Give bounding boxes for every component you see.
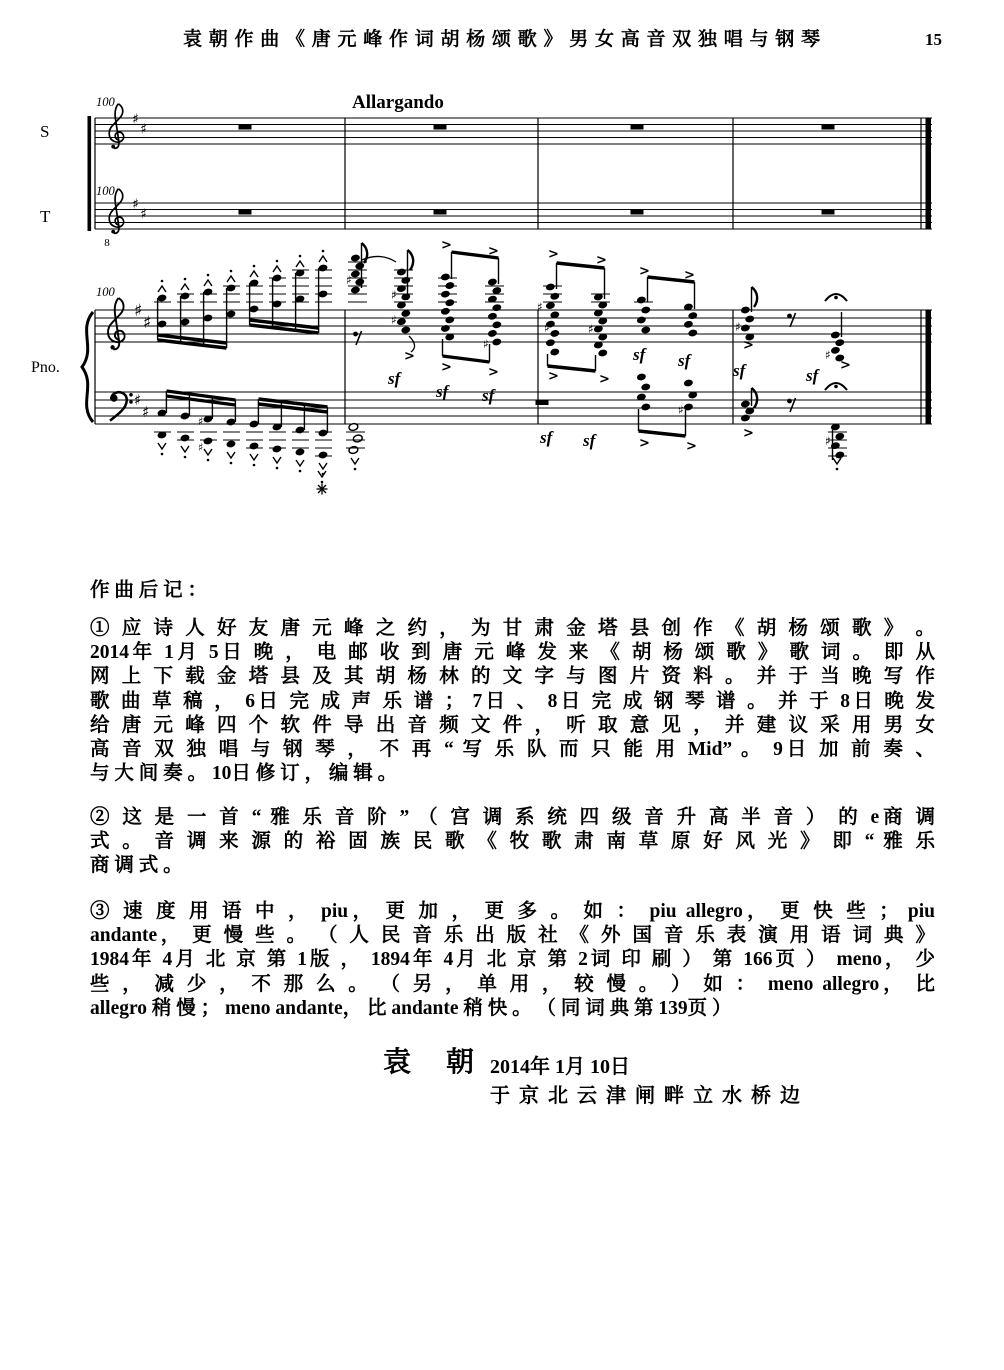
svg-text:♯: ♯ [391, 288, 397, 302]
text-line: ③ 速 度 用 语 中 ， piu， 更 加 ， 更 多 。 如 ： piu allegro， 更 快 些 ； piu [90, 901, 935, 922]
text-line: ② 这 是 一 首 “ 雅 乐 音 阶 ” （ 宫 调 系 统 四 级 音 升 高 半 音 ） 的 e商 调 [90, 807, 935, 828]
svg-text:♯: ♯ [134, 391, 142, 409]
svg-text:>: > [488, 244, 499, 259]
text-line: 式 。 音 调 来 源 的 裕 固 族 民 歌 《 牧 歌 肃 南 草 原 好 风 光 》 即 “ 雅 乐 [90, 831, 935, 853]
svg-text:sf: sf [482, 386, 495, 405]
text-line: 歌 曲 草 稿 ， 6日 完 成 声 乐 谱 ； 7日 、 8日 完 成 钢 琴 谱 。 并 于 8日 晚 发 [90, 690, 935, 712]
postscript-paragraph-2 [90, 806, 935, 879]
tempo-marking: Allargando [352, 92, 444, 113]
staff-label-soprano: S [40, 122, 50, 141]
treble-clef-icon [109, 104, 123, 149]
svg-text:♯: ♯ [588, 322, 594, 336]
text-line: 与 大 间 奏 。 10日 修 订 ， 编 辑 。 [90, 763, 398, 785]
svg-text:>: > [488, 365, 499, 380]
svg-text:♯: ♯ [140, 206, 147, 223]
svg-text:>: > [441, 360, 452, 375]
svg-text:>: > [441, 238, 452, 253]
svg-text:♯: ♯ [735, 320, 741, 334]
composer-signature: 袁 朝 [383, 1047, 489, 1078]
text-line: 给 唐 元 峰 四 个 软 件 导 出 音 频 文 件 ， 听 取 意 见 ， 并 建 议 采 用 男 女 [90, 714, 935, 736]
svg-text:♯: ♯ [198, 441, 204, 454]
svg-text:♯: ♯ [132, 196, 139, 213]
svg-text:♯: ♯ [391, 313, 397, 327]
page-title: 袁 朝 作 曲 《 唐 元 峰 作 词 胡 杨 颂 歌 》 男 女 高 音 双 独 唱 与 钢 琴 [182, 29, 821, 50]
staff-label-piano: Pno. [31, 359, 60, 376]
svg-text:♯: ♯ [544, 321, 550, 335]
text-line: 高 音 双 独 唱 与 钢 琴 ， 不 再 “ 写 乐 队 而 只 能 用 Mid” 。 9日 加 前 奏 、 [90, 738, 935, 760]
svg-text:♯: ♯ [142, 403, 150, 421]
svg-text:>: > [639, 436, 650, 451]
svg-text:♯: ♯ [132, 111, 139, 128]
postscript-heading: 作 曲 后 记 ： [90, 580, 208, 601]
svg-text:♯: ♯ [537, 300, 543, 314]
svg-text:sf: sf [733, 361, 746, 380]
text-line: 些 ， 减 少 ， 不 那 么 。 （ 另 ， 单 用 ， 较 慢 。 ） 如 ： meno allegro， 比 [90, 973, 935, 995]
notation-graphics [95, 112, 932, 495]
piano-brace [82, 312, 93, 422]
svg-text:sf: sf [436, 382, 449, 401]
text-line: allegro 稍 慢 ； meno andante， 比 andante 稍 快 。 （ 同 词 典 第 139页 ） [90, 997, 732, 1019]
svg-text:>: > [743, 426, 754, 441]
svg-text:♯: ♯ [143, 313, 152, 333]
measure-number: 100 [96, 285, 115, 299]
svg-text:>: > [596, 253, 607, 268]
svg-text:♯: ♯ [825, 348, 831, 362]
postscript-paragraph-3 [90, 900, 935, 1021]
text-line: 1984年 4月 北 京 第 1版 ， 1894年 4月 北 京 第 2词 印 刷 ） 第 166页 ） meno， 少 [90, 949, 935, 971]
text-line: 商 调 式 。 [90, 855, 183, 877]
svg-text:♯: ♯ [134, 301, 143, 321]
text-line: andante， 更 慢 些 。 （ 人 民 音 乐 出 版 社 《 外 国 音 乐 表 演 用 语 词 典 》 [90, 925, 935, 947]
svg-text:♯: ♯ [825, 434, 831, 448]
signature-place: 于 京 北 云 津 闸 畔 立 水 桥 边 [490, 1085, 802, 1107]
tenor-octave-8: 8 [104, 237, 110, 249]
svg-text:♯: ♯ [346, 273, 352, 287]
text-line: 2014年 1月 5日 晚 ， 电 邮 收 到 唐 元 峰 发 来 《 胡 杨 颂 歌 》 歌 词 。 即 从 [90, 642, 935, 664]
text-line: ① 应 诗 人 好 友 唐 元 峰 之 约 ， 为 甘 肃 金 塔 县 创 作 《 胡 杨 颂 歌 》 。 [90, 618, 935, 639]
measure-number: 100 [96, 95, 115, 109]
svg-text:>: > [684, 268, 695, 283]
svg-text:>: > [599, 372, 610, 387]
page-number: 15 [925, 30, 942, 49]
svg-text:>: > [840, 358, 851, 373]
svg-text:♯: ♯ [678, 403, 684, 417]
svg-text:♯: ♯ [140, 121, 147, 138]
svg-text:>: > [548, 247, 559, 262]
svg-text:♯: ♯ [198, 415, 204, 428]
svg-text:sf: sf [678, 351, 691, 370]
svg-text:>: > [548, 369, 559, 384]
svg-text:sf: sf [540, 428, 553, 447]
staff-label-tenor: T [40, 207, 51, 226]
svg-text:>: > [686, 439, 697, 454]
svg-text:sf: sf [583, 431, 596, 450]
svg-text:>: > [404, 349, 415, 364]
svg-text:>: > [743, 338, 754, 353]
vocal-bracket [88, 116, 92, 231]
svg-text:sf: sf [388, 369, 401, 388]
svg-text:♯: ♯ [483, 337, 489, 351]
svg-text:sf: sf [633, 345, 646, 364]
text-line: 网 上 下 载 金 塔 县 及 其 胡 杨 林 的 文 字 与 图 片 资 料 。 并 于 当 晚 写 作 [90, 666, 935, 688]
svg-text:sf: sf [806, 366, 819, 385]
svg-text:>: > [639, 264, 650, 279]
measure-number: 100 [96, 184, 115, 198]
postscript-paragraph-1 [90, 617, 935, 786]
signature-date: 2014年 1月 10日 [490, 1056, 630, 1078]
score-svg [0, 0, 1004, 540]
